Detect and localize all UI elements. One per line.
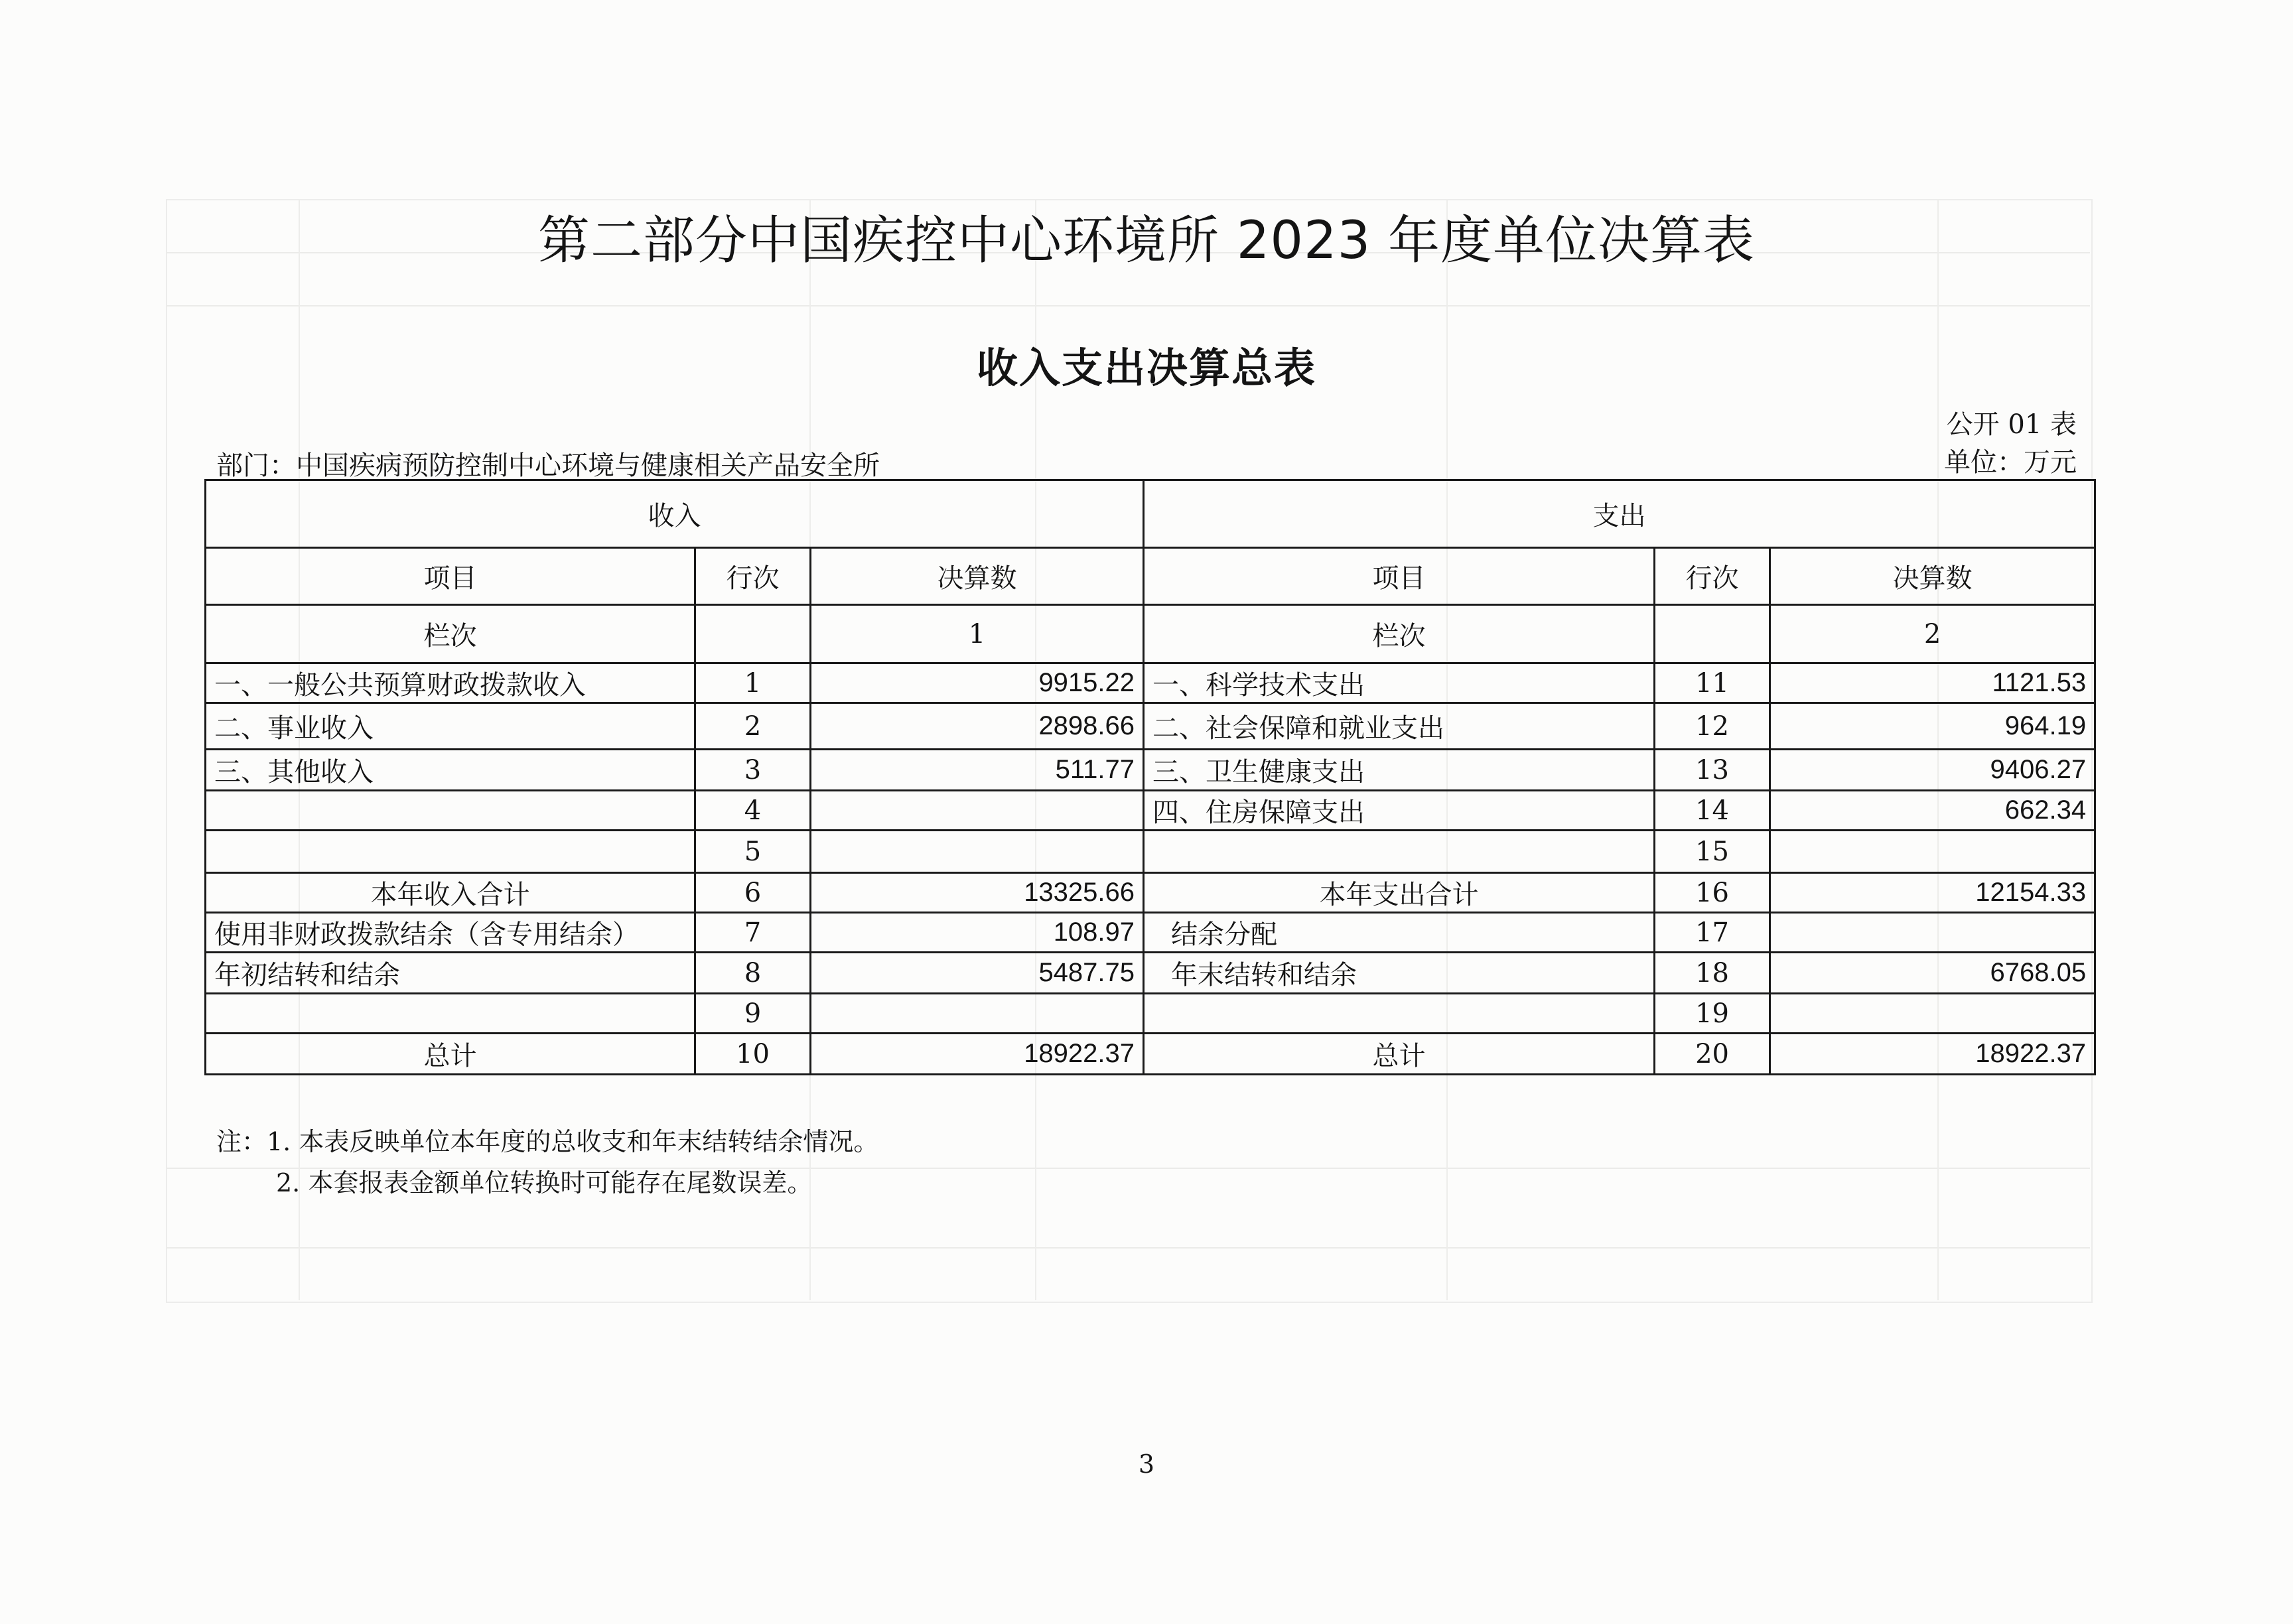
bleed-through-line [166,305,2090,306]
expense-amount-cell: 964.19 [1770,703,2095,750]
expense-item-cell [1144,831,1655,873]
lanci-row [206,605,2095,663]
expense-row-number-cell: 16 [1655,873,1770,913]
income-row-number-cell: 10 [695,1034,811,1075]
expense-item-cell: 本年支出合计 [1144,873,1655,913]
expense-amount-header: 决算数 [1770,548,2095,605]
expense-row-number-cell: 15 [1655,831,1770,873]
form-number: 公开 01 表 [1946,409,2077,440]
expense-lanci-blank [1655,605,1770,663]
bleed-through-line [166,1247,2090,1249]
income-amount-cell: 18922.37 [811,1034,1144,1075]
income-row-number-cell: 3 [695,750,811,791]
expense-amount-cell: 18922.37 [1770,1034,2095,1075]
expense-row-number-cell: 13 [1655,750,1770,791]
expense-lanci-label: 栏次 [1144,605,1655,663]
expense-lanci-number: 2 [1770,605,2095,663]
expense-item-cell: 二、社会保障和就业支出 [1144,703,1655,750]
table-row [206,750,2095,791]
income-amount-cell: 108.97 [811,913,1144,953]
expense-amount-cell [1770,994,2095,1034]
expense-row-number-cell: 20 [1655,1034,1770,1075]
income-amount-cell: 5487.75 [811,953,1144,994]
expense-item-cell [1144,994,1655,1034]
expense-item-cell: 结余分配 [1144,913,1655,953]
expense-amount-cell: 662.34 [1770,791,2095,831]
expense-row-number-cell: 17 [1655,913,1770,953]
table-row [206,953,2095,994]
income-amount-cell [811,994,1144,1034]
expense-row-number-cell: 19 [1655,994,1770,1034]
expense-row-header: 行次 [1655,548,1770,605]
note-2: 2. 本套报表金额单位转换时可能存在尾数误差。 [276,1168,813,1197]
table-row [206,791,2095,831]
income-item-cell [206,831,695,873]
page-title: 第二部分中国疾控中心环境所 2023 年度单位决算表 [537,211,1756,271]
income-row-number-cell: 1 [695,663,811,703]
expense-amount-cell: 1121.53 [1770,663,2095,703]
notes [216,1121,878,1203]
income-item-header: 项目 [206,548,695,605]
income-item-cell: 二、事业收入 [206,703,695,750]
unit-label: 单位：万元 [1944,447,2077,478]
income-amount-cell: 13325.66 [811,873,1144,913]
section-header-row [206,480,2095,548]
income-item-cell: 本年收入合计 [206,873,695,913]
table-row [206,873,2095,913]
income-row-number-cell: 2 [695,703,811,750]
note-1: 注：1. 本表反映单位本年度的总收支和年末结转结余情况。 [216,1127,879,1156]
income-row-number-cell: 4 [695,791,811,831]
income-expense-table [204,479,2096,1075]
income-amount-cell [811,791,1144,831]
income-amount-cell [811,831,1144,873]
expense-item-header: 项目 [1144,548,1655,605]
expense-header: 支出 [1144,480,2095,548]
expense-amount-cell: 9406.27 [1770,750,2095,791]
table-row [206,703,2095,750]
expense-item-cell: 四、住房保障支出 [1144,791,1655,831]
income-item-cell [206,994,695,1034]
expense-row-number-cell: 18 [1655,953,1770,994]
table-row [206,913,2095,953]
expense-row-number-cell: 12 [1655,703,1770,750]
income-amount-cell: 2898.66 [811,703,1144,750]
expense-item-cell: 三、卫生健康支出 [1144,750,1655,791]
income-lanci-blank [695,605,811,663]
income-item-cell: 年初结转和结余 [206,953,695,994]
expense-item-cell: 一、科学技术支出 [1144,663,1655,703]
expense-amount-cell [1770,831,2095,873]
income-header: 收入 [206,480,1144,548]
income-row-number-cell: 6 [695,873,811,913]
income-amount-cell: 511.77 [811,750,1144,791]
income-row-number-cell: 7 [695,913,811,953]
table-row [206,1034,2095,1075]
income-row-number-cell: 5 [695,831,811,873]
income-item-cell [206,791,695,831]
column-header-row [206,548,2095,605]
table-row [206,994,2095,1034]
page-number: 3 [1138,1450,1155,1479]
income-lanci-label: 栏次 [206,605,695,663]
income-amount-cell: 9915.22 [811,663,1144,703]
income-item-cell: 使用非财政拨款结余（含专用结余） [206,913,695,953]
income-item-cell: 三、其他收入 [206,750,695,791]
income-item-cell: 一、一般公共预算财政拨款收入 [206,663,695,703]
expense-amount-cell [1770,913,2095,953]
table-row [206,663,2095,703]
expense-row-number-cell: 14 [1655,791,1770,831]
income-amount-header: 决算数 [811,548,1144,605]
expense-item-cell: 总计 [1144,1034,1655,1075]
department-label: 部门：中国疾病预防控制中心环境与健康相关产品安全所 [216,450,880,481]
expense-row-number-cell: 11 [1655,663,1770,703]
expense-amount-cell: 6768.05 [1770,953,2095,994]
expense-amount-cell: 12154.33 [1770,873,2095,913]
income-lanci-number: 1 [811,605,1144,663]
expense-item-cell: 年末结转和结余 [1144,953,1655,994]
income-row-header: 行次 [695,548,811,605]
table-subtitle: 收入支出决算总表 [976,344,1316,392]
table-row [206,831,2095,873]
income-row-number-cell: 9 [695,994,811,1034]
income-item-cell: 总计 [206,1034,695,1075]
income-row-number-cell: 8 [695,953,811,994]
